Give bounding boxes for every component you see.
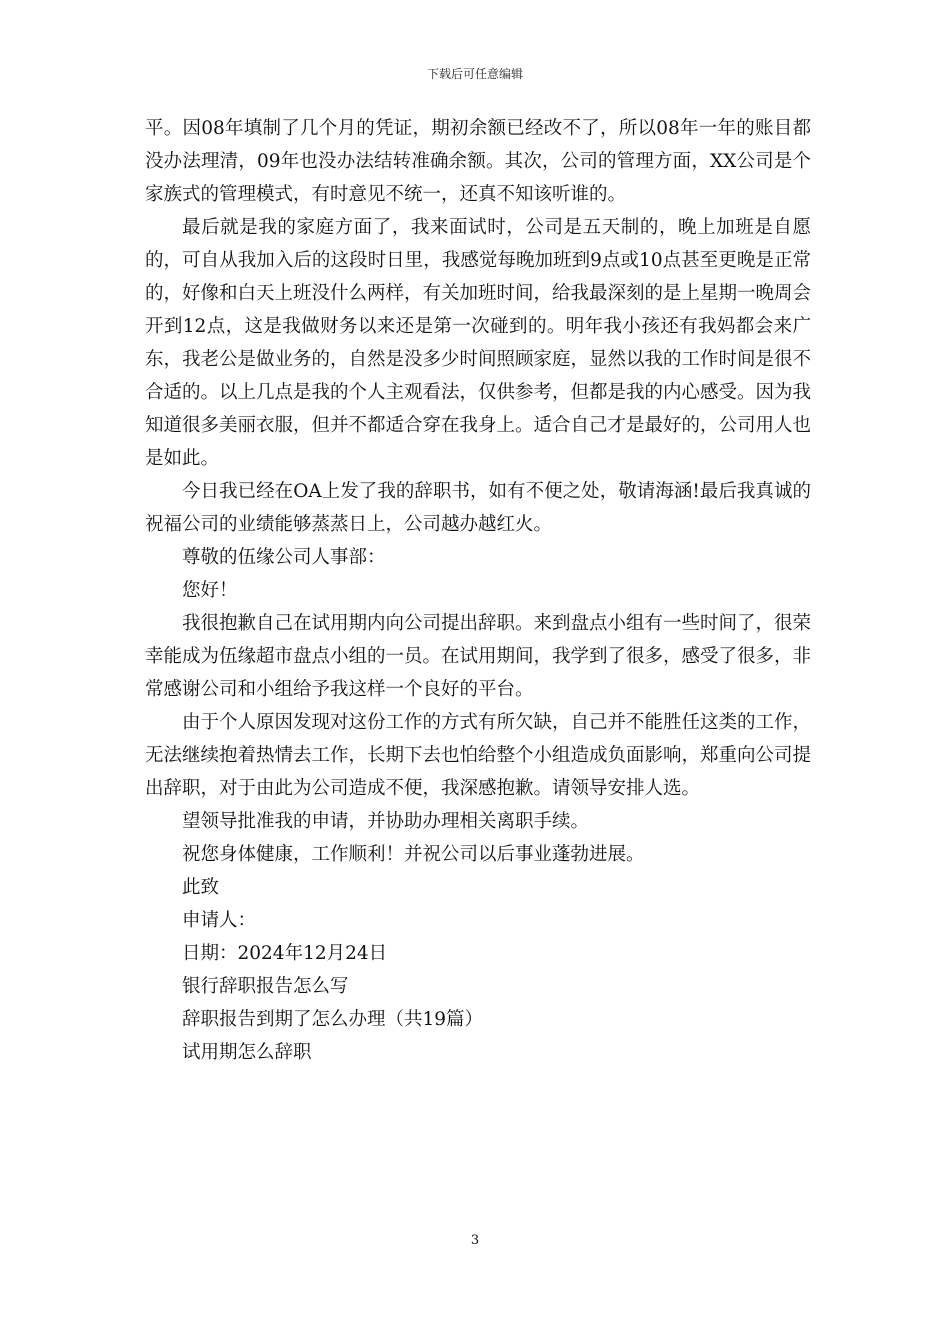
- paragraph-apology: 我很抱歉自己在试用期内向公司提出辞职。来到盘点小组有一些时间了，很荣幸能成为伍缘超市盘点小组的一员。在试用期间，我学到了很多，感受了很多，非常感谢公司和小组给予我这样一个良好的平台。: [145, 613, 812, 700]
- letter-closing: 此致: [182, 877, 220, 898]
- page-number: 3: [470, 1233, 480, 1248]
- related-title-probation: 试用期怎么辞职: [182, 1042, 312, 1063]
- letter-salutation: 尊敬的伍缘公司人事部：: [182, 547, 386, 568]
- paragraph-oa-resignation: 今日我已经在OA上发了我的辞职书，如有不便之处，敬请海涵!最后我真诚的祝福公司的业绩能够蒸蒸日上，公司越办越红火。: [145, 481, 811, 535]
- letter-greeting: 您好！: [182, 580, 238, 601]
- related-title-bank: 银行辞职报告怎么写: [182, 976, 349, 997]
- paragraph-wishes: 祝您身体健康，工作顺利！并祝公司以后事业蓬勃进展。: [182, 844, 645, 865]
- applicant-label: 申请人：: [182, 910, 257, 931]
- page-header: 下载后可任意编辑: [426, 67, 523, 81]
- date-line: 日期：2024年12月24日: [182, 943, 388, 964]
- paragraph-request: 望领导批准我的申请，并协助办理相关离职手续。: [182, 811, 590, 832]
- paragraph-continuation: 平。因08年填制了几个月的凭证，期初余额已经改不了，所以08年一年的账目都没办法理清，09年也没办法结转准确余额。其次，公司的管理方面，XX公司是个家族式的管理模式，有时意见不统一，还真不知该听谁的。: [145, 118, 811, 205]
- paragraph-reason: 由于个人原因发现对这份工作的方式有所欠缺，自己并不能胜任这类的工作，无法继续抱着热情去工作，长期下去也怕给整个小组造成负面影响，郑重向公司提出辞职，对于由此为公司造成不便，我深感抱歉。请领导安排人选。: [145, 712, 812, 799]
- document-body: [145, 112, 811, 1069]
- paragraph-family-reasons: 最后就是我的家庭方面了，我来面试时，公司是五天制的，晚上加班是自愿的，可自从我加入后的这段时日里，我感觉每晚加班到9点或10点甚至更晚是正常的，好像和白天上班没什么两样，有关加班时间，给我最深刻的是上星期一晚周会开到12点，这是我做财务以来还是第一次碰到的。明年我小孩还有我妈都会来广东，我老公是做业务的，自然是没多少时间照顾家庭，显然以我的工作时间是很不合适的。以上几点是我的个人主观看法，仅供参考，但都是我的内心感受。因为我知道很多美丽衣服，但并不都适合穿在我身上。适合自己才是最好的，公司用人也是如此。: [145, 217, 812, 469]
- related-title-expiry: 辞职报告到期了怎么办理（共19篇）: [182, 1009, 484, 1030]
